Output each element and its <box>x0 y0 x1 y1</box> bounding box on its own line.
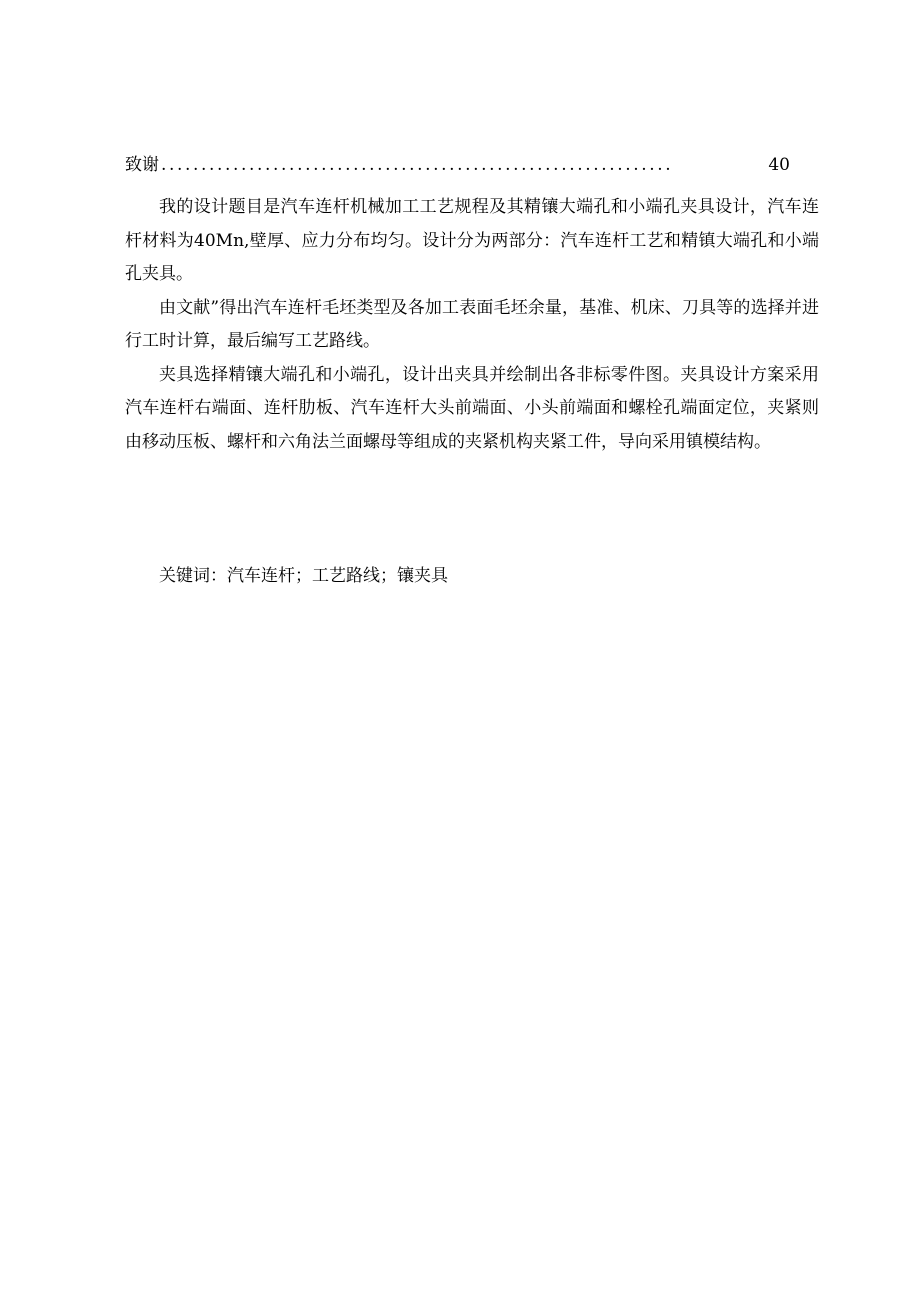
abstract-paragraph-1: 我的设计题目是汽车连杆机械加工工艺规程及其精镶大端孔和小端孔夹具设计，汽车连杆材料为40Mn,壁厚、应力分布均匀。设计分为两部分：汽车连杆工艺和精镇大端孔和小端孔夹具。 <box>125 197 819 284</box>
toc-entry-acknowledgements[interactable] <box>125 152 790 178</box>
abstract-paragraph-3: 夹具选择精镶大端孔和小端孔，设计出夹具并绘制出各非标零件图。夹具设计方案采用汽车连杆右端面、连杆肋板、汽车连杆大头前端面、小头前端面和螺栓孔端面定位，夹紧则由移动压板、螺杆和六角法兰面螺母等组成的夹紧机构夹紧工件，导向采用镇模结构。 <box>125 364 819 452</box>
keywords-line: 关键词：汽车连杆；工艺路线；镶夹具 <box>159 566 448 586</box>
toc-entry-title: 致谢 <box>125 155 159 175</box>
abstract-body <box>125 191 819 459</box>
toc-leader-dots: ................................................................ <box>161 155 674 175</box>
toc-page-number: 40 <box>768 155 790 175</box>
abstract-paragraph-2: 由文献”得出汽车连杆毛坯类型及各加工表面毛坯余量，基准、机床、刀具等的选择并进行工时计算，最后编写工艺路线。 <box>125 297 819 351</box>
